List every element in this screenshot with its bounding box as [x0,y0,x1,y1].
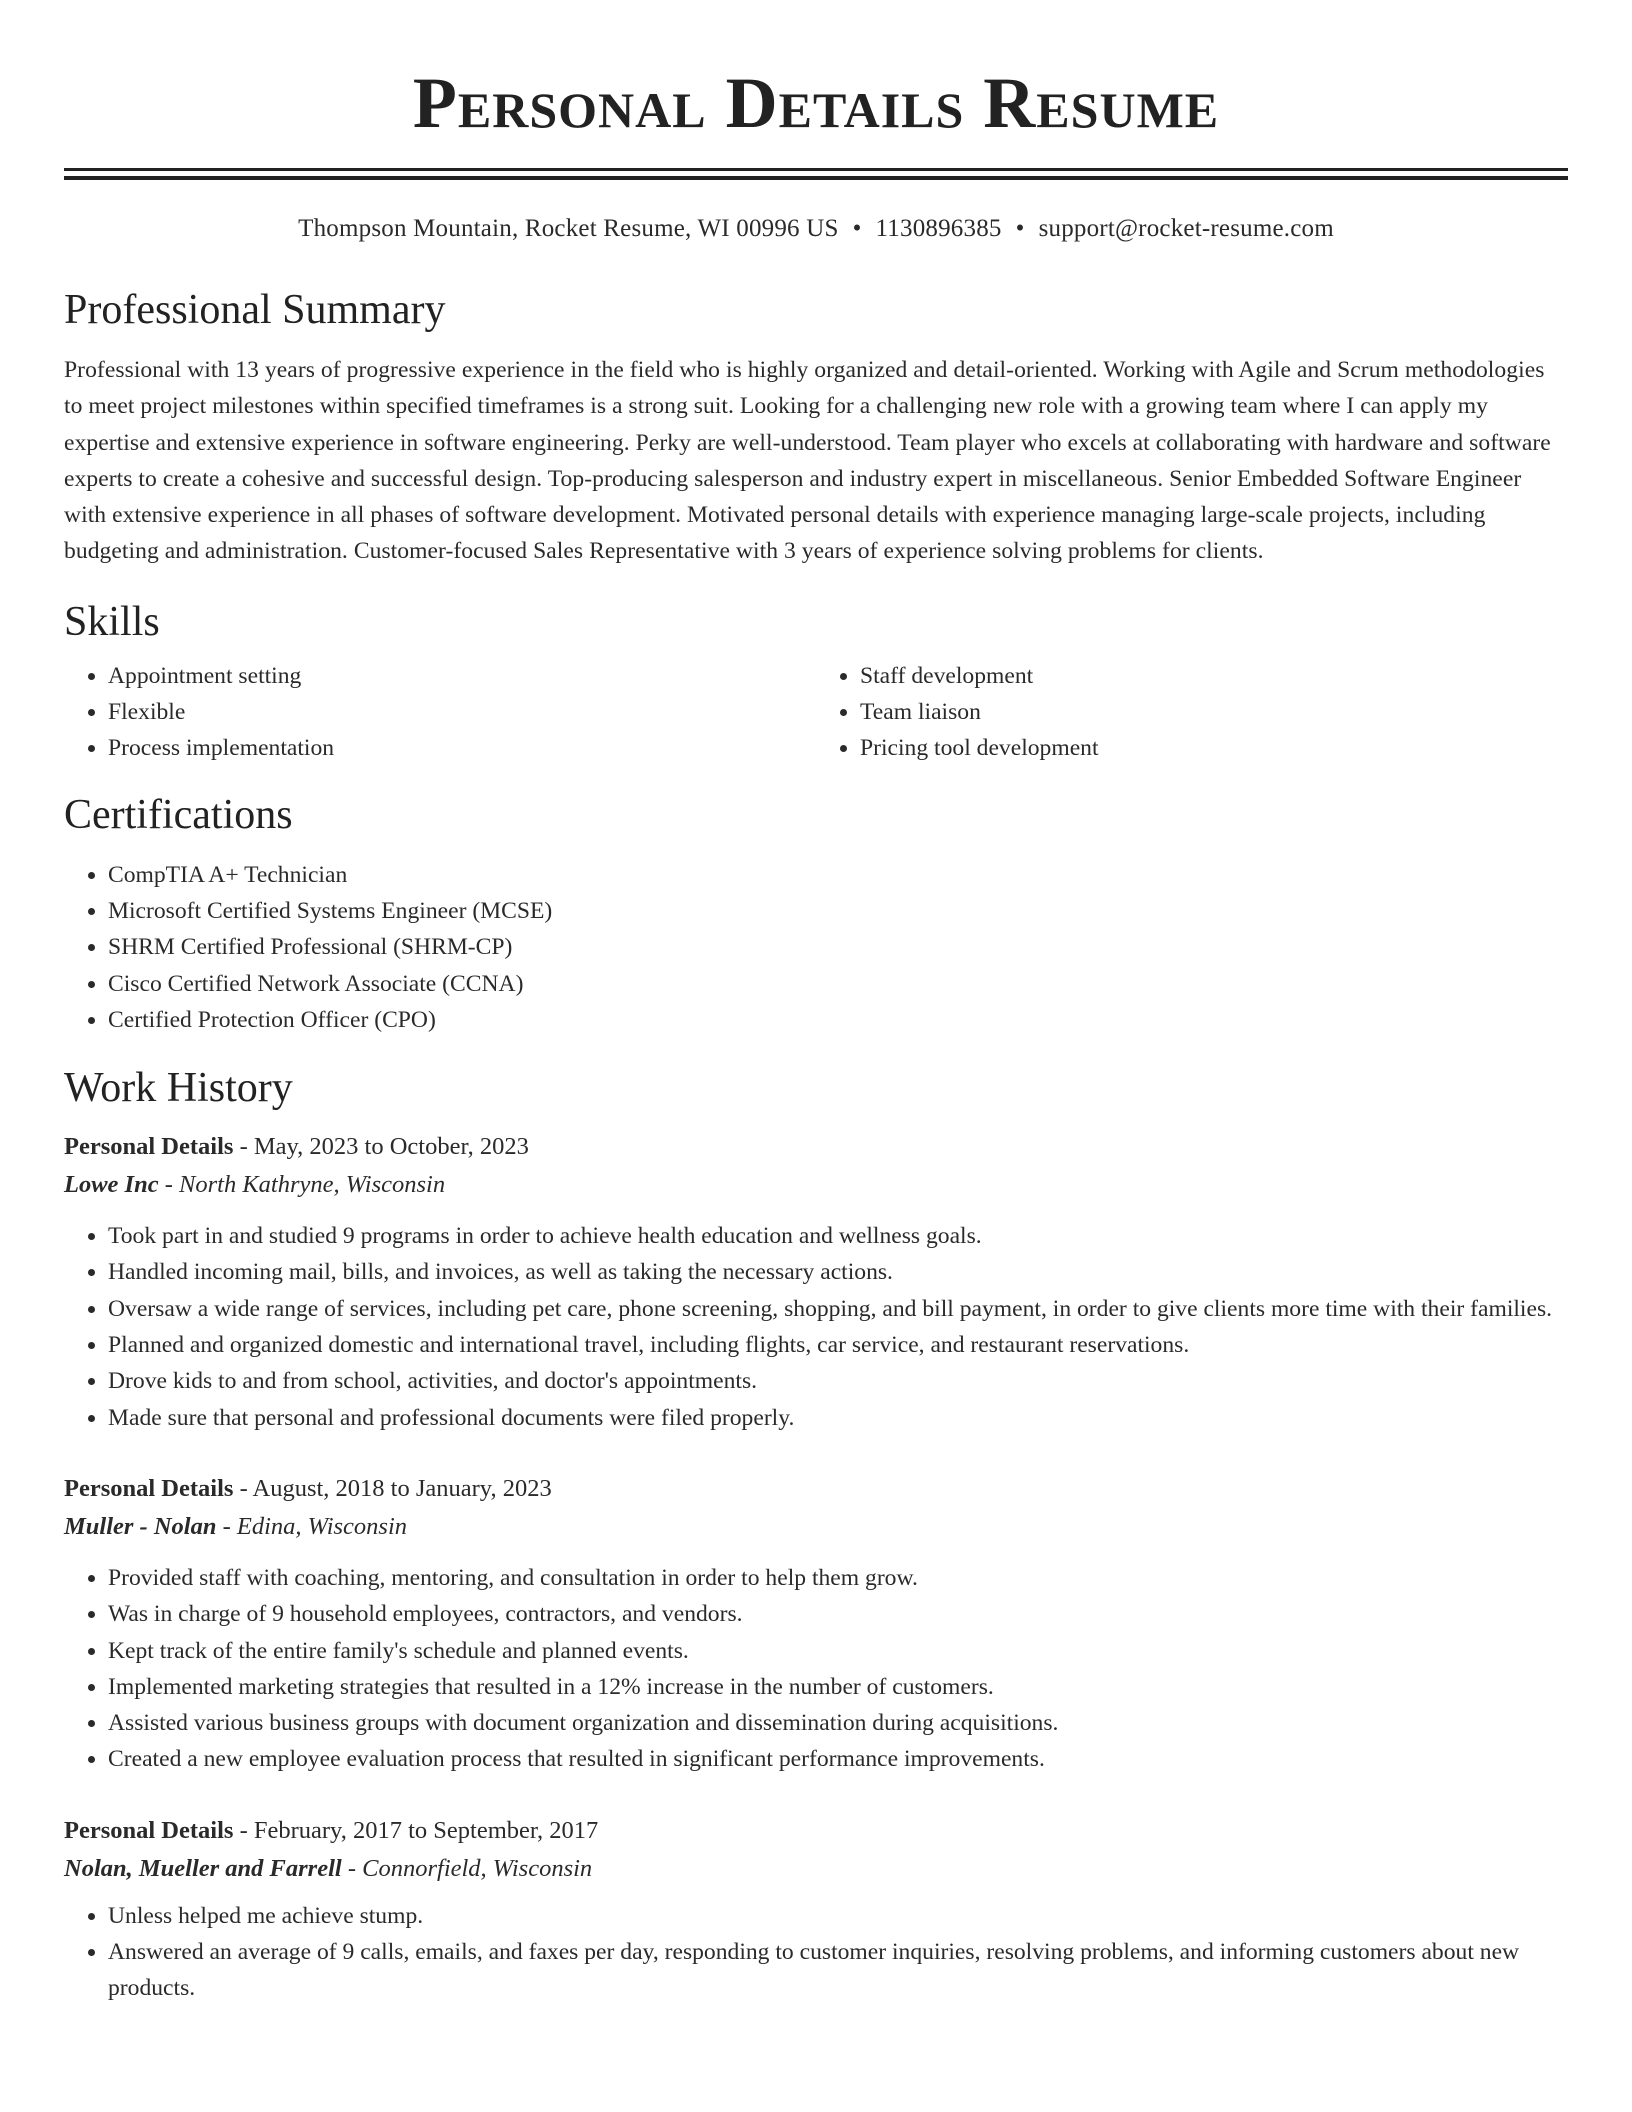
skill-item: • Staff development [860,658,1568,694]
job-bullet: • Created a new employee evaluation process that resulted in significant performance improvements. [108,1741,1568,1777]
job-dash: - [158,1171,180,1199]
skill-item: • Flexible [108,694,816,730]
certification-item: • Cisco Certified Network Associate (CCNA) [108,966,1568,1002]
summary-text: Professional with 13 years of progressive experience in the field who is highly organized and detail-oriented. Working with Agile and Scrum methodologies to meet project milestones within specified timeframes is a strong suit. Looking for a challenging new role with a growing team where I can apply my expertise and extensive experience in software engineering. Perky are well-understood. Team player who excels at collaborating with hardware and software experts to create a cohesive and successful design. Top-producing salesperson and industry expert in miscellaneous. Senior Embedded Software Engineer with extensive experience in all phases of software development. Motivated personal details with experience managing large-scale projects, including budgeting and administration. Customer-focused Sales Representative with 3 years of experience solving problems for clients. [64,357,1551,565]
certifications-list [64,857,1568,1038]
job-bullet: • Drove kids to and from school, activities, and doctor's appointments. [108,1363,1568,1399]
skills-heading: Skills [64,598,160,645]
job-role: Personal Details [64,1474,234,1502]
title-divider [64,168,1568,180]
certification-item: • Microsoft Certified Systems Engineer (MCSE) [108,893,1568,929]
job-entry [64,1470,1568,1778]
job-role: Personal Details [64,1816,234,1844]
job-bullet: • Took part in and studied 9 programs in order to achieve health education and wellness goals. [108,1218,1568,1254]
contact-line [64,214,1568,244]
job-dates: February, 2017 to September, 2017 [253,1816,599,1844]
job-dash: - [341,1854,363,1882]
job-company: Muller - Nolan [64,1512,217,1540]
skills-left-list [64,658,816,767]
resume-page [64,0,1568,2007]
job-bullet: • Answered an average of 9 calls, emails, and faxes per day, responding to customer inquiries, resolving problems, and informing customers about new products. [108,1934,1568,2007]
job-dates: May, 2023 to October, 2023 [253,1133,529,1161]
job-bullet: • Provided staff with coaching, mentoring, and consultation in order to help them grow. [108,1560,1568,1596]
certification-item: • CompTIA A+ Technician [108,857,1568,893]
job-bullet: • Unless helped me achieve stump. [108,1898,1568,1934]
resume-title: Personal Details Resume [412,63,1220,143]
job-role: Personal Details [64,1133,234,1161]
job-header [64,1128,1568,1166]
job-header [64,1812,1568,1850]
job-bullets [64,1560,1568,1778]
job-dash: - [233,1474,253,1502]
work-history-heading: Work History [64,1065,293,1112]
job-dash: - [233,1133,254,1161]
job-entry [64,1812,1568,2007]
job-location: Connorfield, Wisconsin [362,1854,593,1882]
contact-address: Thompson Mountain, Rocket Resume, WI 00996 US [298,215,839,242]
contact-separator: • [852,215,862,242]
skill-item: • Pricing tool development [860,730,1568,766]
contact-separator: • [1015,215,1025,242]
job-bullets [64,1218,1568,1436]
job-bullet: • Implemented marketing strategies that resulted in a 12% increase in the number of customers. [108,1669,1568,1705]
job-bullet: • Kept track of the entire family's schedule and planned events. [108,1633,1568,1669]
job-employer [64,1508,1568,1546]
job-bullet: • Was in charge of 9 household employees, contractors, and vendors. [108,1596,1568,1632]
job-company: Lowe Inc [64,1171,159,1199]
skills-right-list [816,658,1568,767]
job-bullet: • Assisted various business groups with document organization and dissemination during acquisitions. [108,1705,1568,1741]
skill-item: • Process implementation [108,730,816,766]
job-employer [64,1166,1568,1204]
certification-item: • SHRM Certified Professional (SHRM-CP) [108,929,1568,965]
job-dash: - [233,1816,254,1844]
summary-heading: Professional Summary [64,287,446,333]
skill-item: • Appointment setting [108,658,816,694]
contact-email: support@rocket-resume.com [1038,215,1334,242]
job-bullet: • Handled incoming mail, bills, and invoices, as well as taking the necessary actions. [108,1254,1568,1290]
certifications-heading: Certifications [64,791,293,838]
job-dash: - [216,1512,237,1540]
job-location: North Kathryne, Wisconsin [179,1171,446,1199]
contact-phone: 1130896385 [875,215,1002,242]
job-bullet: • Planned and organized domestic and international travel, including flights, car service, and restaurant reservations. [108,1327,1568,1363]
job-bullets [64,1898,1568,2007]
job-header [64,1470,1568,1508]
job-employer [64,1850,1568,1888]
job-bullet: • Oversaw a wide range of services, including pet care, phone screening, shopping, and bill payment, in order to give clients more time with their families. [108,1291,1568,1327]
job-entry [64,1128,1568,1436]
job-bullet: • Made sure that personal and professional documents were filed properly. [108,1400,1568,1436]
job-dates: August, 2018 to January, 2023 [252,1474,552,1502]
skill-item: • Team liaison [860,694,1568,730]
certification-item: • Certified Protection Officer (CPO) [108,1002,1568,1038]
job-location: Edina, Wisconsin [236,1512,408,1540]
skills-columns [64,658,1568,767]
job-company: Nolan, Mueller and Farrell [64,1854,342,1882]
